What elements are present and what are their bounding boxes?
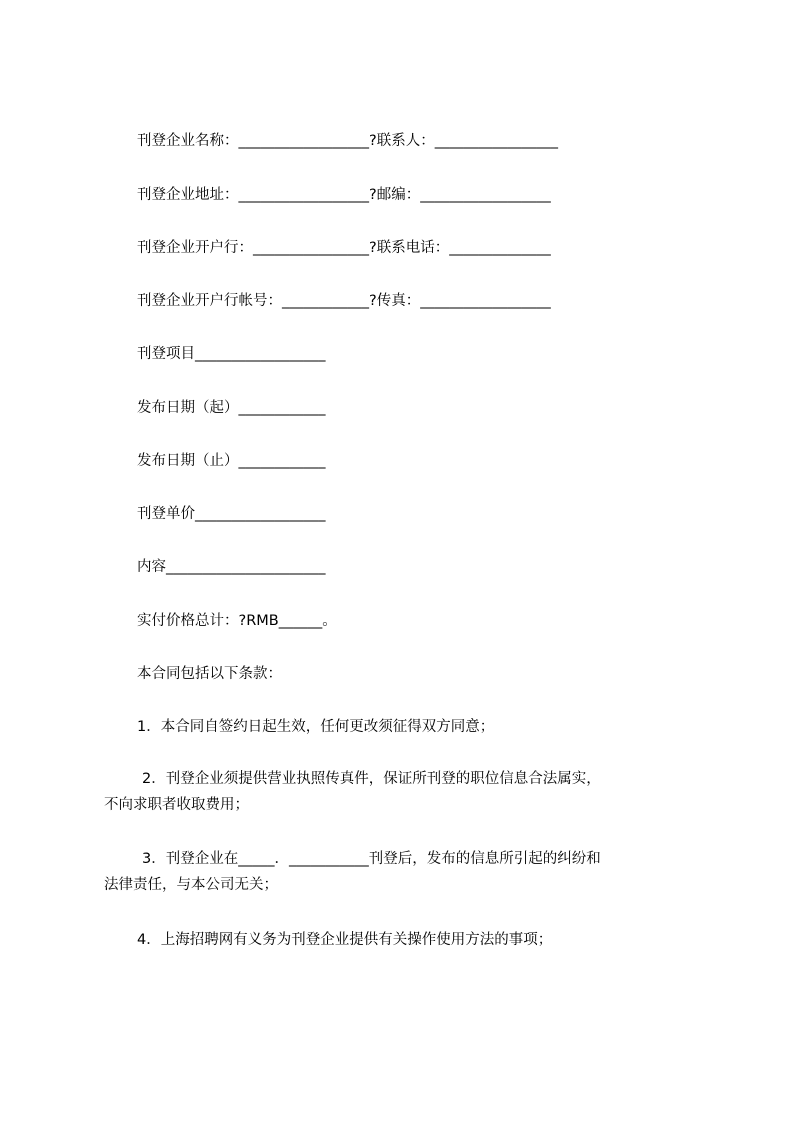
content-field: 内容______________________ xyxy=(137,559,326,575)
company-account-field: 刊登企业开户行帐号：____________?传真：__________________ xyxy=(137,293,551,309)
clause-2: 2．刊登企业须提供营业执照传真件，保证所刊登的职位信息合法属实，不向求职者收取费用； xyxy=(104,771,601,813)
unit-price-field: 刊登单价__________________ xyxy=(137,506,326,522)
clause-4: 4．上海招聘网有义务为刊登企业提供有关操作使用方法的事项； xyxy=(137,932,553,948)
end-date-field: 发布日期（止）____________ xyxy=(137,453,326,469)
company-bank-field: 刊登企业开户行：________________?联系电话：______________ xyxy=(137,240,551,256)
total-price-field: 实付价格总计：?RMB______。 xyxy=(137,613,337,629)
clause-3: 3．刊登企业在_____．___________刊登后，发布的信息所引起的纠纷和法律责任，与本公司无关； xyxy=(104,851,601,893)
clause-1: 1．本合同自签约日起生效，任何更改须征得双方同意； xyxy=(137,719,495,735)
project-field: 刊登项目__________________ xyxy=(137,346,326,362)
company-address-field: 刊登企业地址：__________________?邮编：__________________ xyxy=(137,187,551,203)
start-date-field: 发布日期（起）____________ xyxy=(137,400,326,416)
terms-intro: 本合同包括以下条款： xyxy=(137,666,282,682)
company-name-field: 刊登企业名称：__________________?联系人：_________________ xyxy=(137,133,558,149)
